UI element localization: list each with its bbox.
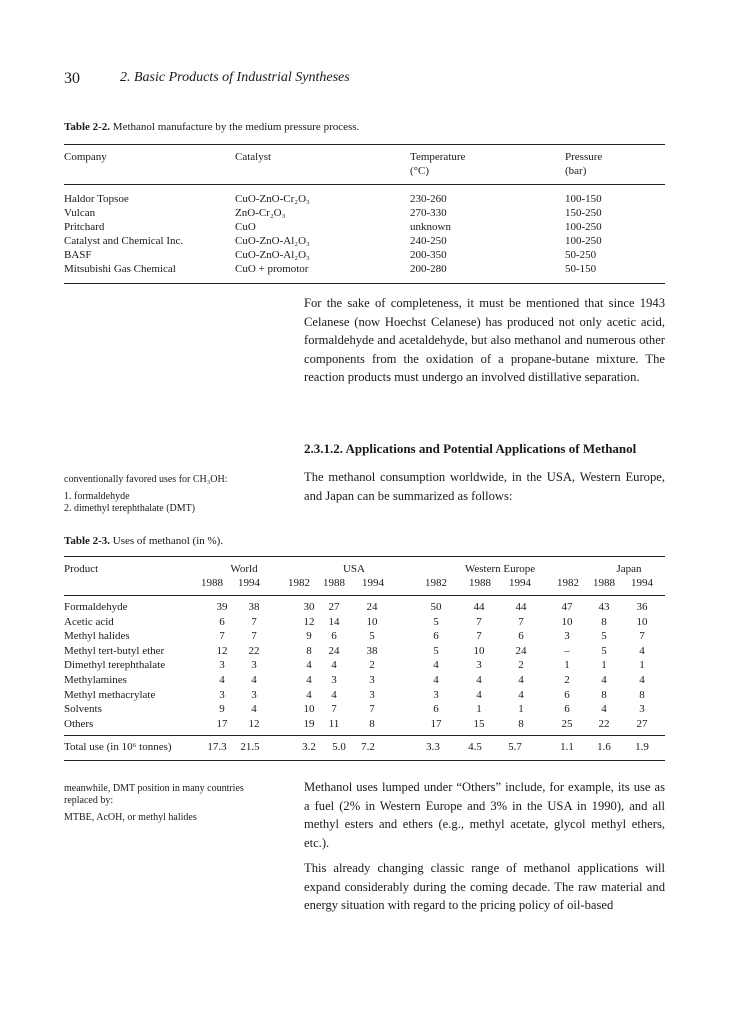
cell-value: 1 (518, 703, 524, 716)
chapter-title: 2. Basic Products of Industrial Syntheses (120, 70, 350, 85)
cell-temperature: unknown (410, 221, 451, 233)
cell-value: 24 (515, 644, 527, 657)
cell-value: 7 (219, 630, 225, 643)
col-header-catalyst: Catalyst (235, 151, 272, 163)
cell-value: 8 (518, 717, 524, 730)
cell-value: 11 (328, 717, 340, 730)
col-header-company: Company (64, 151, 107, 163)
table-row (64, 659, 665, 673)
cell-catalyst: CuO (235, 221, 256, 233)
group-header-japan: Japan (616, 563, 642, 575)
cell-value: 10 (303, 703, 315, 716)
cell-value: 50 (430, 601, 442, 613)
cell-value: 22 (248, 644, 260, 657)
cell-value: 8 (601, 615, 607, 628)
section-heading: 2.3.1.2. Applications and Potential Applications of Methanol (304, 441, 637, 456)
cell-value: 8 (601, 688, 607, 701)
sidenote-title: conventionally favored uses for CH₃OH: (64, 474, 228, 485)
cell-catalyst: CuO + promotor (235, 263, 309, 275)
cell-product: Dimethyl terephthalate (64, 659, 166, 672)
cell-value: 3 (251, 688, 257, 701)
cell-value: 38 (366, 644, 378, 657)
cell-value: 4 (639, 644, 645, 657)
cell-value: 17 (216, 717, 228, 730)
cell-value: 8 (306, 644, 312, 657)
cell-value: 4 (251, 674, 257, 686)
table-2-3-top-rule (64, 556, 665, 557)
table-row (64, 645, 665, 659)
year-header: 1982 (557, 577, 579, 589)
cell-value: 4 (518, 688, 524, 701)
year-header: 1994 (362, 577, 384, 589)
cell-pressure: 50-250 (565, 249, 597, 261)
cell-value: 27 (328, 601, 340, 613)
cell-value: 2 (564, 674, 570, 686)
cell-value: 7 (251, 630, 257, 643)
cell-company: Pritchard (64, 221, 105, 233)
year-header: 1988 (593, 577, 615, 589)
table-2-3-header-rule (64, 595, 665, 596)
cell-value: 6 (219, 615, 225, 628)
cell-value: 27 (636, 717, 648, 730)
cell-value: 7 (251, 615, 257, 628)
cell-product: Others (64, 717, 94, 730)
cell-value: 12 (248, 717, 260, 730)
year-header: 1982 (288, 577, 310, 589)
table-row (64, 718, 665, 732)
table-row (64, 674, 665, 688)
table-2-2-header-rule (64, 184, 665, 185)
table-2-2-body (64, 193, 665, 283)
sidenote-item: 1. formaldehyde (64, 491, 130, 502)
cell-total-label: Total use (in 10⁶ tonnes) (64, 741, 172, 753)
cell-total-value: 1.1 (560, 741, 574, 753)
cell-total-value: 1.9 (635, 741, 649, 753)
cell-value: 6 (564, 703, 570, 716)
cell-total-value: 5.7 (508, 741, 522, 753)
cell-value: – (564, 644, 570, 657)
cell-value: 3 (564, 630, 570, 643)
cell-product: Methyl methacrylate (64, 688, 156, 701)
paragraph-others: Methanol uses lumped under “Others” include, for example, its use as a fuel (2% in Western Europe and 3% in the USA in 1990), and all methyl esters and ethers (e.g., methyl acetate, glycol methyl ethers, etc.). (304, 780, 665, 850)
table-2-2-caption (64, 121, 359, 133)
cell-value: 9 (219, 703, 225, 716)
cell-company: Haldor Topsoe (64, 193, 129, 205)
sidenote-line: replaced by: (64, 795, 114, 806)
cell-product: Methyl halides (64, 630, 130, 643)
cell-value: 30 (303, 601, 315, 613)
cell-value: 39 (216, 601, 228, 613)
cell-temperature: 230-260 (410, 193, 447, 205)
cell-value: 7 (518, 615, 524, 628)
table-2-2-bottom-rule (64, 283, 665, 284)
cell-value: 6 (331, 630, 337, 643)
cell-catalyst: ZnO-Cr₂O₃ (235, 207, 286, 219)
cell-value: 10 (366, 615, 378, 628)
cell-value: 3 (639, 703, 645, 716)
cell-temperature: 270-330 (410, 207, 447, 219)
cell-value: 7 (369, 703, 375, 716)
cell-total-value: 1.6 (597, 741, 611, 753)
table-row (64, 689, 665, 703)
cell-catalyst: CuO-ZnO-Al₂O₃ (235, 235, 310, 247)
paragraph-celanese: For the sake of completeness, it must be mentioned that since 1943 Celanese (now Hoechst Celanese) has produced not only acetic acid, formaldehyde and acetaldehyde, but also methanol and numerous other components from the oxidation of a propane-butane mixture. The reaction products must undergo an involved distillative separation. (304, 296, 665, 385)
cell-value: 4 (601, 703, 607, 716)
cell-value: 8 (369, 717, 375, 730)
cell-value: 24 (328, 644, 340, 657)
table-2-2-caption-text: Methanol manufacture by the medium pressure process. (112, 121, 360, 133)
cell-value: 3 (476, 659, 482, 672)
paragraph-outlook: This already changing classic range of methanol applications will expand considerably during the coming decade. The raw material and energy situation with regard to the pricing policy of oil-based (304, 861, 665, 913)
cell-value: 4 (331, 688, 337, 701)
cell-value: 24 (366, 601, 378, 613)
table-row (64, 630, 665, 644)
cell-company: Mitsubishi Gas Chemical (64, 263, 176, 275)
cell-value: 36 (636, 601, 648, 613)
cell-value: 3 (331, 674, 337, 686)
cell-total-value: 4.5 (468, 741, 482, 753)
cell-value: 7 (639, 630, 645, 643)
table-row (64, 601, 665, 615)
year-header: 1994 (631, 577, 653, 589)
cell-value: 6 (433, 703, 439, 716)
cell-value: 1 (476, 703, 482, 716)
cell-value: 2 (518, 659, 524, 672)
cell-value: 4 (331, 659, 337, 672)
cell-total-value: 21.5 (240, 741, 260, 753)
cell-value: 5 (601, 630, 607, 643)
cell-value: 9 (306, 630, 312, 643)
cell-value: 3 (251, 659, 257, 672)
cell-value: 4 (251, 703, 257, 716)
cell-value: 22 (598, 717, 610, 730)
cell-value: 25 (561, 717, 573, 730)
cell-company: Vulcan (64, 207, 96, 219)
cell-company: BASF (64, 249, 92, 261)
cell-value: 7 (331, 703, 337, 716)
sidenote-favored-uses (64, 474, 289, 515)
cell-value: 3 (369, 688, 375, 701)
cell-value: 44 (515, 601, 527, 613)
cell-total-value: 17.3 (207, 741, 227, 753)
cell-catalyst: CuO-ZnO-Cr₂O₃ (235, 193, 310, 205)
cell-value: 4 (219, 674, 225, 686)
table-2-2-label: Table 2-2. (64, 121, 111, 133)
cell-total-value: 5.0 (332, 741, 346, 753)
cell-pressure: 150-250 (565, 207, 602, 219)
paragraph-consumption: The methanol consumption worldwide, in the USA, Western Europe, and Japan can be summarized as follows: (304, 470, 665, 503)
cell-product: Methyl tert-butyl ether (64, 644, 165, 657)
cell-value: 38 (248, 601, 260, 613)
sidenote-dmt (64, 783, 289, 824)
col-header-pressure: Pressure (565, 151, 603, 163)
cell-value: 10 (473, 644, 485, 657)
cell-value: 7 (476, 615, 482, 628)
cell-value: 12 (216, 644, 228, 657)
cell-total-value: 3.2 (302, 741, 316, 753)
cell-product: Solvents (64, 703, 102, 716)
cell-pressure: 50-150 (565, 263, 597, 275)
cell-temperature: 200-350 (410, 249, 447, 261)
table-2-3-body (64, 601, 665, 731)
cell-value: 1 (601, 659, 607, 672)
cell-value: 10 (636, 615, 648, 628)
cell-catalyst: CuO-ZnO-Al₂O₃ (235, 249, 310, 261)
table-2-3-caption (64, 535, 223, 547)
cell-value: 15 (473, 717, 485, 730)
table-2-3-total (64, 741, 665, 757)
cell-value: 5 (433, 615, 439, 628)
cell-value: 44 (473, 601, 485, 613)
cell-value: 14 (328, 615, 340, 628)
cell-value: 4 (601, 674, 607, 686)
group-header-world: World (230, 563, 258, 575)
cell-product: Formaldehyde (64, 601, 128, 613)
cell-product: Methylamines (64, 674, 127, 686)
cell-pressure: 100-150 (565, 193, 602, 205)
cell-company: Catalyst and Chemical Inc. (64, 235, 184, 247)
cell-value: 4 (639, 674, 645, 686)
cell-value: 4 (306, 688, 312, 701)
cell-temperature: 240-250 (410, 235, 447, 247)
col-header-temperature-unit: (°C) (410, 165, 430, 177)
year-header: 1982 (425, 577, 447, 589)
group-header-western-europe: Western Europe (464, 563, 536, 575)
table-2-3-bottom-rule (64, 760, 665, 761)
cell-value: 3 (433, 688, 439, 701)
cell-value: 2 (369, 659, 375, 672)
col-header-temperature: Temperature (410, 151, 466, 163)
cell-value: 10 (561, 615, 573, 628)
cell-value: 3 (369, 674, 375, 686)
cell-value: 4 (476, 674, 482, 686)
cell-value: 5 (601, 644, 607, 657)
cell-product: Acetic acid (64, 615, 114, 628)
cell-value: 1 (639, 659, 645, 672)
cell-value: 17 (430, 717, 442, 730)
table-row (64, 616, 665, 630)
cell-value: 4 (518, 674, 524, 686)
table-2-3-total-rule (64, 735, 665, 736)
cell-value: 12 (303, 615, 315, 628)
sidenote-line: MTBE, AcOH, or methyl halides (64, 812, 197, 823)
cell-value: 4 (476, 688, 482, 701)
cell-value: 43 (598, 601, 610, 613)
sidenote-line: meanwhile, DMT position in many countries (64, 783, 244, 794)
cell-value: 7 (476, 630, 482, 643)
cell-value: 6 (518, 630, 524, 643)
cell-value: 4 (433, 674, 439, 686)
cell-temperature: 200-280 (410, 263, 447, 275)
cell-value: 5 (369, 630, 375, 643)
col-header-pressure-unit: (bar) (565, 165, 587, 177)
cell-pressure: 100-250 (565, 221, 602, 233)
page-number: 30 (64, 70, 80, 87)
cell-value: 47 (561, 601, 573, 613)
cell-value: 19 (303, 717, 315, 730)
cell-value: 6 (433, 630, 439, 643)
cell-value: 3 (219, 659, 225, 672)
cell-value: 6 (564, 688, 570, 701)
cell-total-value: 7.2 (361, 741, 375, 753)
cell-total-value: 3.3 (426, 741, 440, 753)
year-header: 1988 (201, 577, 223, 589)
sidenote-item: 2. dimethyl terephthalate (DMT) (64, 503, 196, 514)
year-header: 1988 (323, 577, 345, 589)
table-2-3-label: Table 2-3. (64, 535, 111, 547)
group-header-usa: USA (342, 563, 365, 575)
table-2-2-top-rule (64, 144, 665, 145)
table-row (64, 703, 665, 717)
cell-value: 4 (433, 659, 439, 672)
table-2-3-caption-text: Uses of methanol (in %). (112, 535, 224, 547)
year-header: 1994 (238, 577, 260, 589)
cell-value: 4 (306, 659, 312, 672)
cell-value: 1 (564, 659, 570, 672)
cell-value: 3 (219, 688, 225, 701)
cell-value: 4 (306, 674, 312, 686)
year-header: 1994 (509, 577, 531, 589)
cell-pressure: 100-250 (565, 235, 602, 247)
cell-value: 5 (433, 644, 439, 657)
cell-value: 8 (639, 688, 645, 701)
year-header: 1988 (469, 577, 491, 589)
col-header-product: Product (64, 563, 99, 575)
